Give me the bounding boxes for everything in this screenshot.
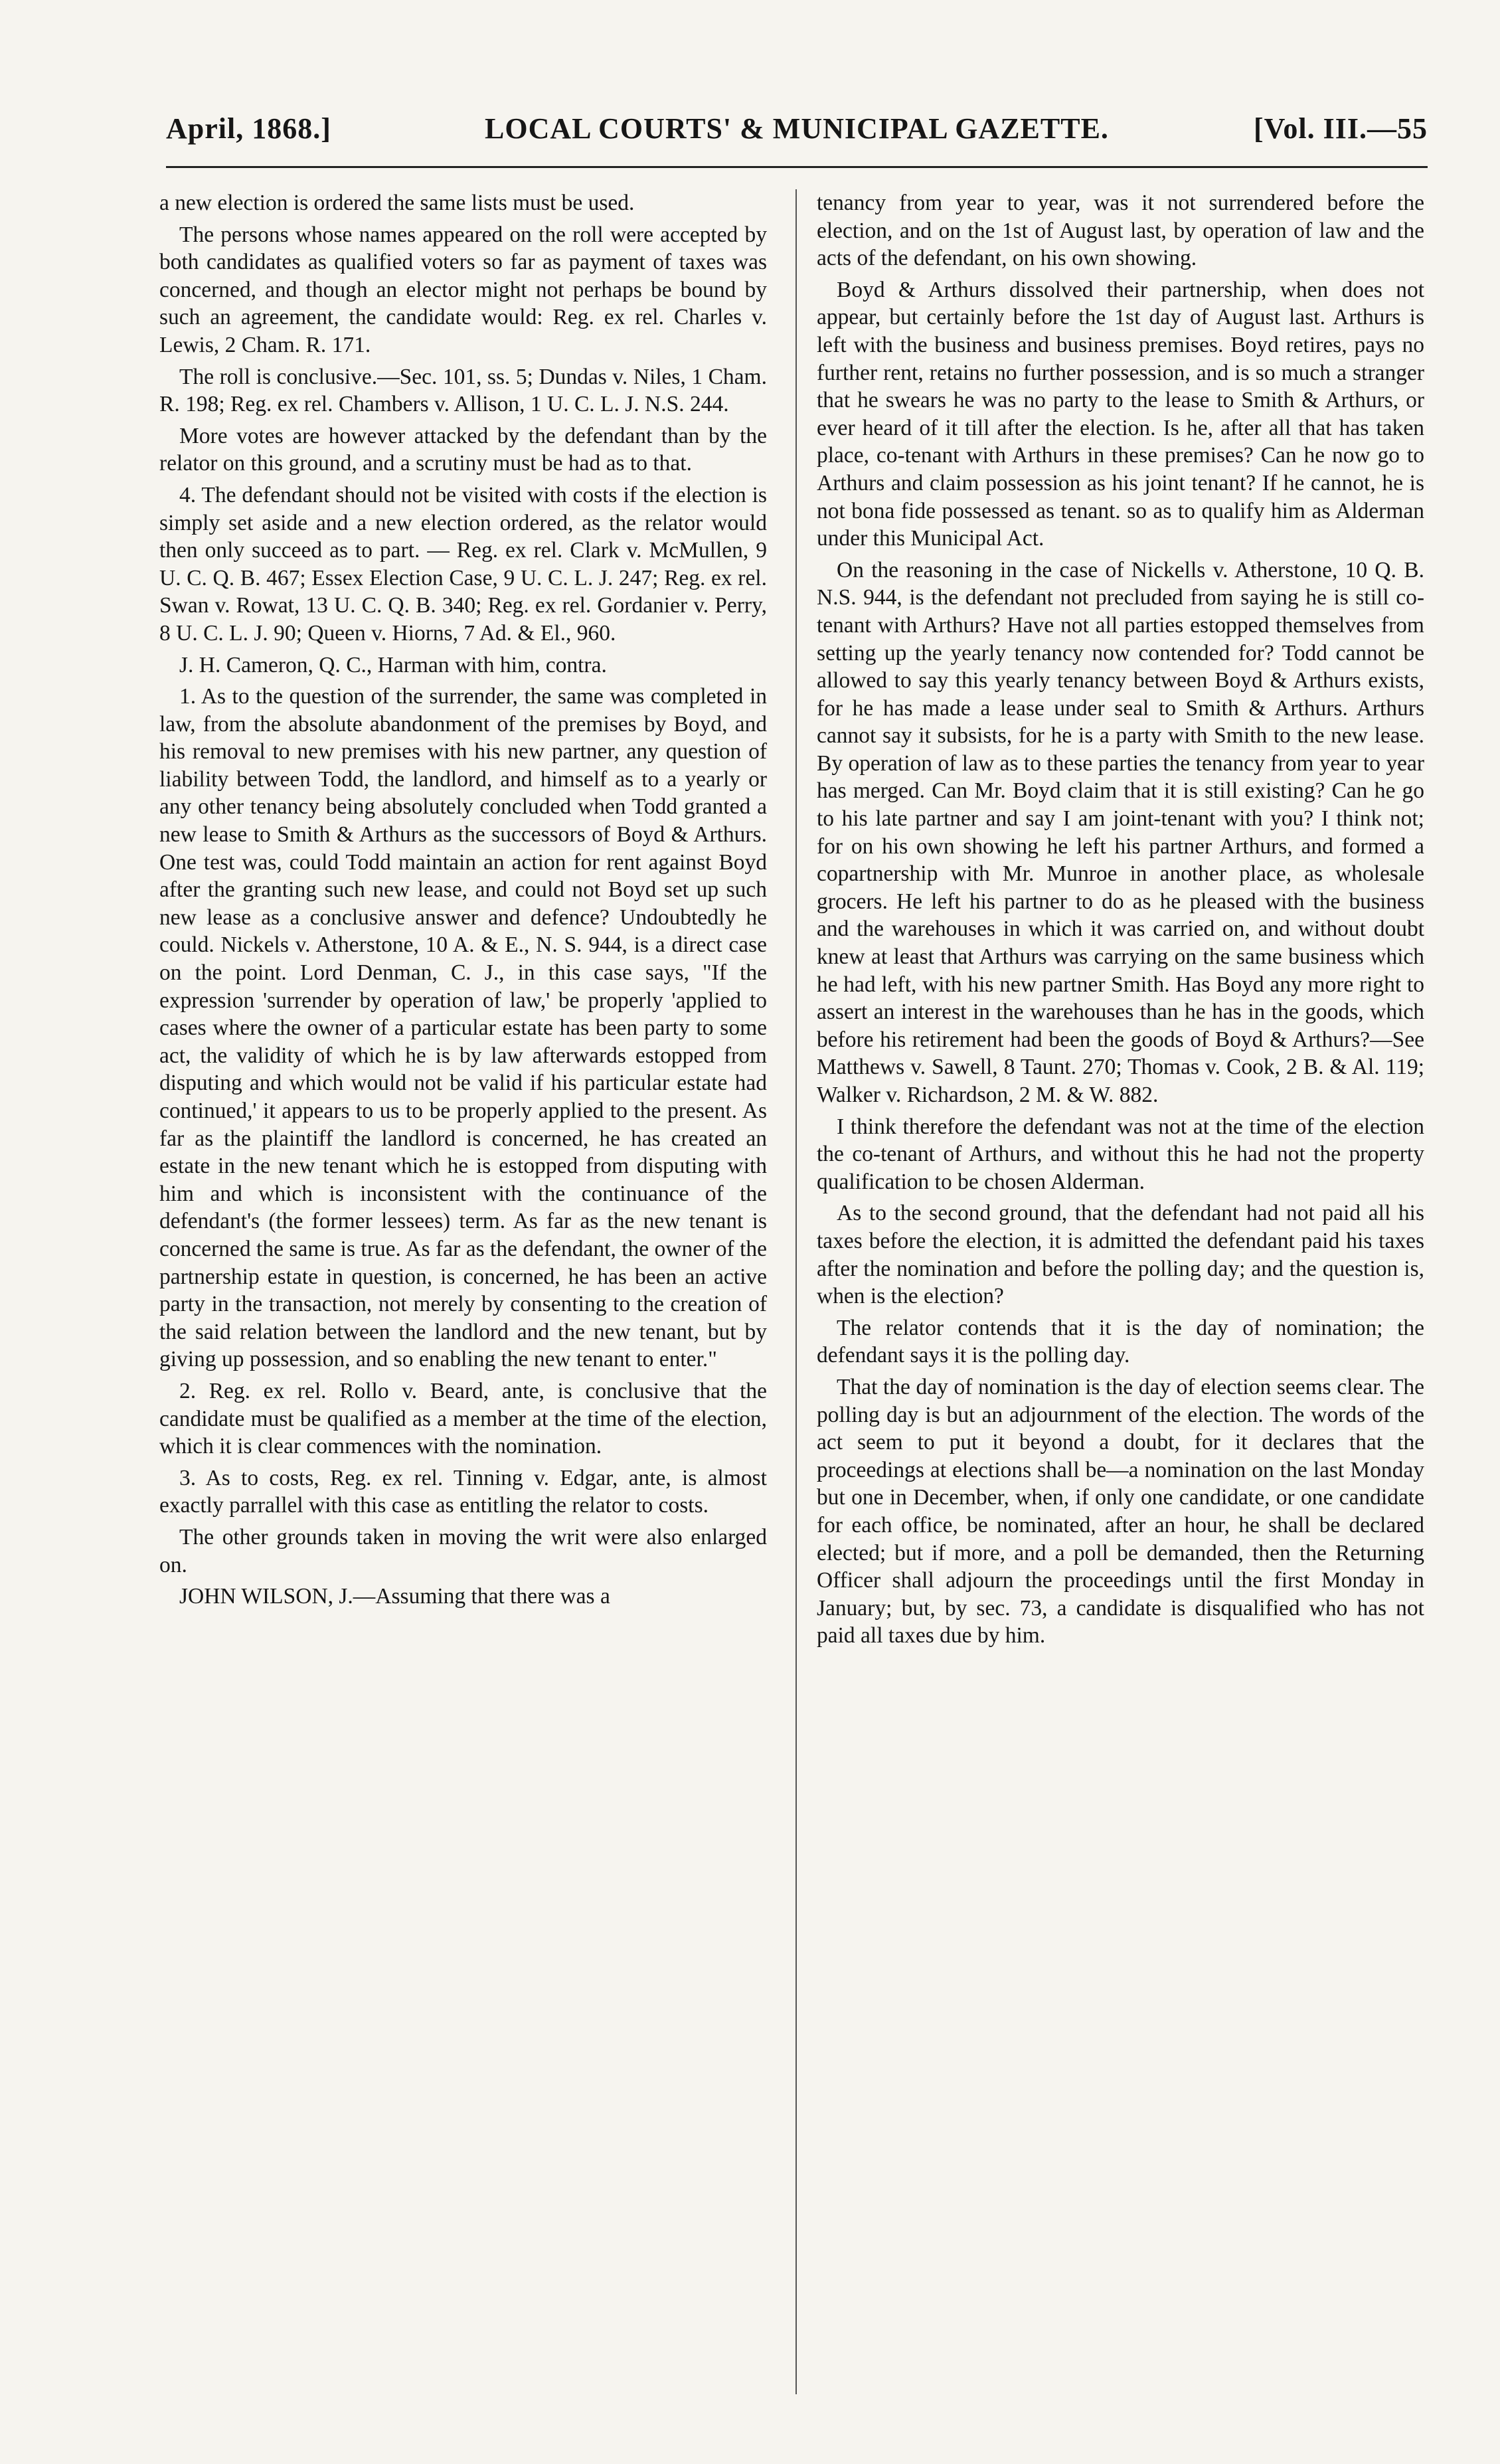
header-date: April, 1868.] [166,112,331,145]
left-column [159,189,767,1611]
paragraph: The relator contends that it is the day of nomination; the defendant says it is the polling day. [817,1315,1424,1368]
paragraph: That the day of nomination is the day of election seems clear. The polling day is but an adjournment of the election. The words of the act seem to put it beyond a doubt, for it declares that the proceedings at elections shall be—a nomination on the last Monday but one in December, when, if only one candidate, or one candidate for each office, be nominated, after an hour, he shall be declared elected; but if more, and a poll be demanded, then the Returning Officer shall adjourn the proceedings until the first Monday in January; but, by sec. 73, a candidate is disqualified who has not paid all taxes due by him. [817,1374,1424,1648]
paragraph: a new election is ordered the same lists must be used. [159,191,635,215]
paragraph: 2. Reg. ex rel. Rollo v. Beard, ante, is conclusive that the candidate must be qualified as a member at the time of the election, which it is clear commences with the nomination. [159,1378,767,1459]
paragraph: tenancy from year to year, was it not surrendered before the election, and on the 1st of August last, by operation of law and the acts of the defendant, on his own showing. [817,191,1424,271]
paragraph: The other grounds taken in moving the writ were also enlarged on. [159,1524,767,1577]
paragraph: The roll is conclusive.—Sec. 101, ss. 5; Dundas v. Niles, 1 Cham. R. 198; Reg. ex rel. Chambers v. Allison, 1 U. C. L. J. N.S. 244. [159,364,767,417]
paragraph: More votes are however attacked by the defendant than by the relator on this ground, and a scrutiny must be had as to that. [159,423,767,476]
paragraph: On the reasoning in the case of Nickells v. Atherstone, 10 Q. B. N.S. 944, is the defendant not precluded from saying he is still co-tenant with Arthurs? Have not all parties estopped themselves from setting up the yearly tenancy now contended for? Todd cannot be allowed to say this yearly tenancy between Boyd & Arthurs exists, for he has made a lease under seal to Smith & Arthurs. Arthurs cannot say it subsists, for he is a party with Smith to the new lease. By operation of law as to these parties the tenancy from year to year has merged. Can Mr. Boyd claim that it is still existing? Can he go to his late partner and say I am joint-tenant with you? I think not; for on his own showing he left his partner Arthurs, and formed a copartnership with Mr. Munroe in another place, as wholesale grocers. He left his partner to do as he pleased with the business and the warehouses in which it was carried on, and without doubt knew at least that Arthurs was carrying on the same business which he had left, with his new partner Smith. Has Boyd any more right to assert an interest in the warehouses than he has in the goods, which before his retirement had been the goods of Boyd & Arthurs?—See Matthews v. Sawell, 8 Taunt. 270; Thomas v. Cook, 2 B. & Al. 119; Walker v. Richardson, 2 M. & W. 882. [817,557,1424,1107]
page-header [166,112,1428,158]
header-title: LOCAL COURTS' & MUNICIPAL GAZETTE. [485,112,1109,145]
paragraph: J. H. Cameron, Q. C., Harman with him, contra. [179,652,607,677]
column-divider [795,189,797,2394]
paragraph: As to the second ground, that the defendant had not paid all his taxes before the election, it is admitted the defendant paid his taxes after the nomination and before the polling day; and the question is, when is the election? [817,1201,1424,1309]
paragraph: JOHN WILSON, J.—Assuming that there was a [179,1584,610,1609]
header-rule [166,166,1428,168]
header-volume: [Vol. III.—55 [1254,112,1428,145]
paragraph: The persons whose names appeared on the roll were accepted by both candidates as qualified voters so far as payment of taxes was concerned, and though an elector might not perhaps be bound by such an agreement, the candidate would: Reg. ex rel. Charles v. Lewis, 2 Cham. R. 171. [159,222,767,357]
paragraph: Boyd & Arthurs dissolved their partnership, when does not appear, but certainly before the 1st day of August last. Arthurs is left with the business and business premises. Boyd retires, pays no further rent, retains no further possession, and is so much a stranger that he swears he was no party to the lease to Smith & Arthurs, or ever heard of it till after the election. Is he, after all that has taken place, co-tenant with Arthurs in these premises? Can he now go to Arthurs and claim possession as his joint tenant? If he cannot, he is not bona fide possessed as tenant. so as to qualify him as Alderman under this Municipal Act. [817,277,1424,551]
paragraph: I think therefore the defendant was not at the time of the election the co-tenant of Arthurs, and without this he had not the property qualification to be chosen Alderman. [817,1114,1424,1194]
paragraph: 3. As to costs, Reg. ex rel. Tinning v. Edgar, ante, is almost exactly parrallel with this case as entitling the relator to costs. [159,1465,767,1518]
paragraph: 4. The defendant should not be visited with costs if the election is simply set aside and a new election ordered, as the relator would then only succeed as to part. — Reg. ex rel. Clark v. McMullen, 9 U. C. Q. B. 467; Essex Election Case, 9 U. C. L. J. 247; Reg. ex rel. Swan v. Rowat, 13 U. C. Q. B. 340; Reg. ex rel. Gordanier v. Perry, 8 U. C. L. J. 90; Queen v. Hiorns, 7 Ad. & El., 960. [159,482,767,646]
right-column [817,189,1424,1650]
paragraph: 1. As to the question of the surrender, the same was completed in law, from the absolute abandonment of the premises by Boyd, and his removal to new premises with his new partner, any question of liability between Todd, the landlord, and himself as to a yearly or any other tenancy being absolutely concluded when Todd granted a new lease to Smith & Arthurs as the successors of Boyd & Arthurs. One test was, could Todd maintain an action for rent against Boyd after the granting such new lease, and could not Boyd set up such new lease as a conclusive answer and defence? Undoubtedly he could. Nickels v. Atherstone, 10 A. & E., N. S. 944, is a direct case on the point. Lord Denman, C. J., in this case says, "If the expression 'surrender by operation of law,' be properly 'applied to cases where the owner of a particular estate has been party to some act, the validity of which he is by law afterwards estopped from disputing and which would not be valid if his particular estate had continued,' it appears to us to be properly applied to the present. As far as the plaintiff the landlord is concerned, he has created an estate in the new tenant which he is estopped from disputing with him and which is inconsistent with the continuance of the defendant's (the former lessees) term. As far as the new tenant is concerned the same is true. As far as the defendant, the owner of the partnership estate in question, is concerned, he has been an active party in the transaction, not merely by consenting to the creation of the said relation between the landlord and the new tenant, but by giving up possession, and so enabling the new tenant to enter." [159,684,767,1372]
